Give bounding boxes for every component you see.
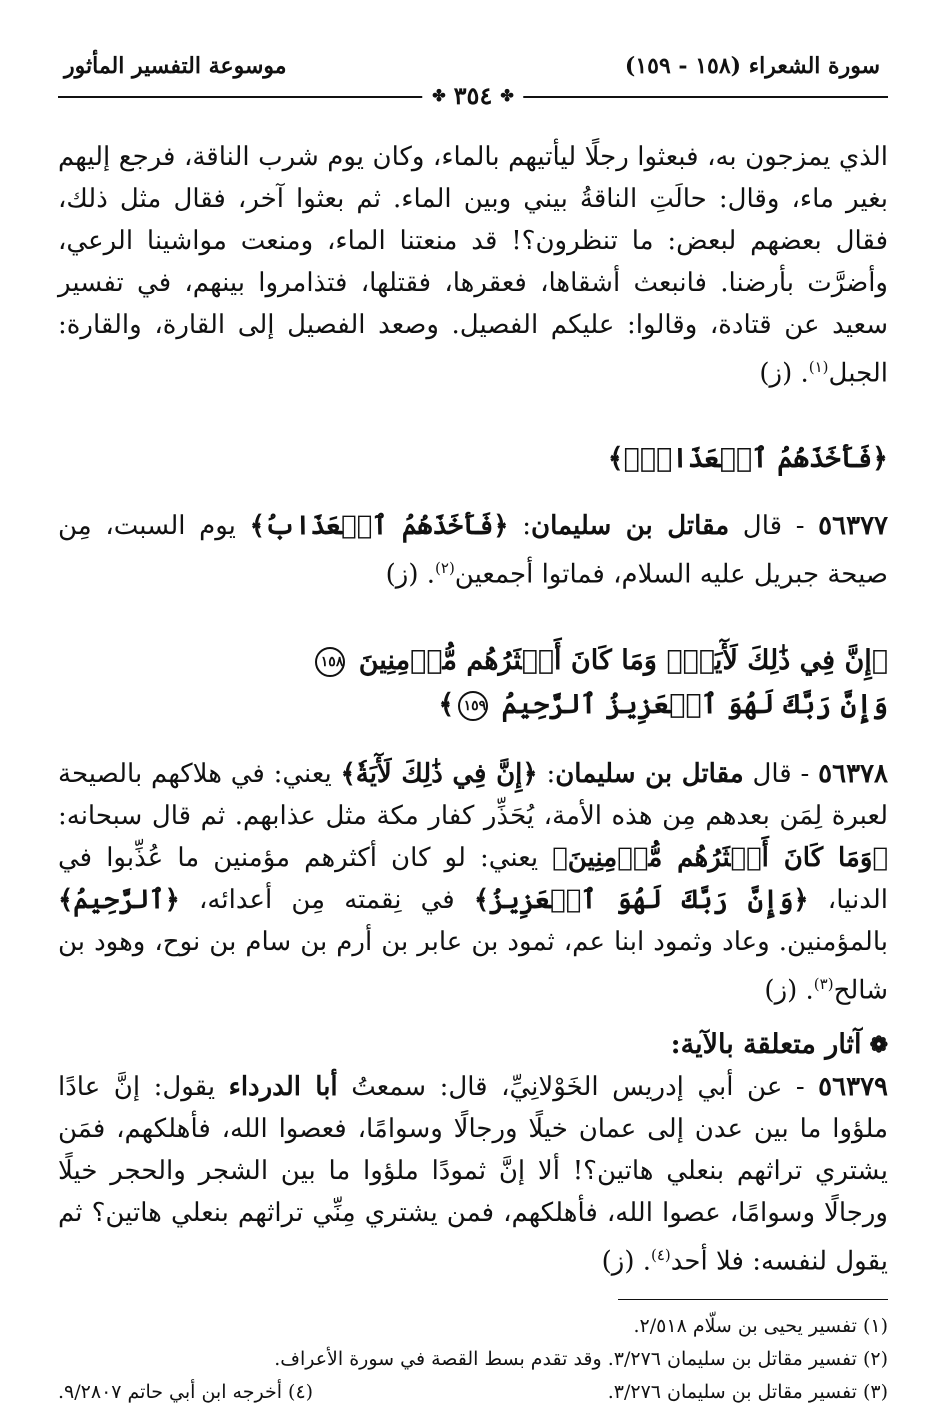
page-body [58, 136, 888, 1409]
entry-text: يقول: إنَّ عادًا ملؤوا ما بين عدن إلى عمان خيلًا ورجالًا وسوامًا، فعصوا الله، فأهلكهم، فمَن يشتري تراثهم بنعلي هاتين؟! ألا إنَّ ثمودًا ملؤوا ما بين الشجر والحجر خيلًا ورجالًا وسوامًا، عصوا الله، فأهلكهم، فمن يشتري مِنِّي تراثهم بنعلي هاتين؟ ثم يقول لنفسه: فلا أحد [58, 1071, 888, 1277]
quran-quote: ﴿إِنَّ فِي ذَٰلِكَ لَأٓيَةٗ﴾ [340, 759, 538, 790]
verse-close: ﴾ [438, 689, 455, 721]
section-heading [58, 1024, 888, 1066]
entry-text: يعني: في هلاكهم بالصيحة لعبرة لِمَن بعدهم مِن هذه الأمة، يُحَذِّر كفار مكة مثل عذابهم. ثم قال سبحانه: [58, 759, 888, 832]
verse-text: وَإِنَّ رَبَّكَ لَهُوَ ٱلۡعَزِيزُ ٱلرَّحِيمُ [501, 689, 888, 721]
entry-number: ٥٦٣٧٧ [818, 510, 888, 541]
entry-dash: - [782, 510, 819, 541]
footnote-1: (١) تفسير يحيى بن سلّام ٢/٥١٨. [633, 1314, 888, 1337]
page-number-box [422, 83, 523, 109]
author-name: مقاتل بن سليمان [530, 510, 730, 541]
footnote-4: (٤) أخرجه ابن أبي حاتم ٩/٢٨٠٧. [58, 1380, 314, 1403]
entry-63377 [58, 505, 888, 596]
entry-end: . (ز) [764, 975, 814, 1006]
ayah-number-badge: ١٥٨ [315, 647, 345, 677]
section-title: آثار متعلقة بالآية: [670, 1028, 862, 1060]
quran-quote: ﴿فَأَخَذَهُمُ ٱلۡعَذَابُ﴾ [249, 510, 509, 541]
page-number: ٣٥٤ [453, 81, 493, 110]
verse-text: ﴿إِنَّ فِي ذَٰلِكَ لَأٓيَةٗۖ وَمَا كَانَ أَكۡثَرُهُم مُّؤۡمِنِينَ [358, 645, 888, 677]
book-running-title: موسوعة التفسير المأثور [64, 53, 287, 79]
quran-quote: ﴿ٱلرَّحِيمُ﴾ [58, 885, 180, 916]
intro-end: . (ز) [759, 358, 809, 389]
entry-text: عن أبي إدريس الخَوْلانِيِّ، قال: سمعتُ [337, 1071, 783, 1102]
entry-number: ٥٦٣٧٨ [818, 759, 888, 790]
verse-heading: ﴿فَأَخَذَهُمُ ٱلۡعَذَابُۚ﴾ [607, 442, 888, 474]
footnote-3: (٣) تفسير مقاتل بن سليمان ٣/٢٧٦. [607, 1380, 888, 1403]
entry-number: ٥٦٣٧٩ [818, 1071, 888, 1102]
quran-quote: ﴿وَإِنَّ رَبَّكَ لَهُوَ ٱلۡعَزِيزُ﴾ [473, 885, 809, 916]
footnote-mark: (٤) [651, 1245, 671, 1264]
book-page [58, 52, 888, 1403]
flower-icon: ❁ [869, 1031, 888, 1058]
footnote-mark: (١) [808, 358, 829, 376]
entry-colon: : [508, 510, 531, 541]
entry-63378 [58, 753, 888, 1012]
entry-lead: قال [743, 759, 792, 790]
flourish-icon: ✤ [432, 86, 446, 105]
footnotes [58, 1310, 888, 1409]
footnote-2: (٢) تفسير مقاتل بن سليمان ٣/٢٧٦. وقد تقدم بسط القصة في سورة الأعراف. [274, 1347, 888, 1370]
entry-text: في نِقمته مِن أعدائه، [179, 885, 474, 916]
quran-quote: ﴿وَمَا كَانَ أَكۡثَرُهُم مُّؤۡمِنِينَ﴾ [552, 843, 888, 874]
surah-running-title: سورة الشعراء (١٥٨ - ١٥٩) [624, 53, 880, 79]
author-name: أبا الدرداء [228, 1071, 338, 1102]
footnote-mark: (٣) [813, 975, 834, 994]
entry-63379 [58, 1066, 888, 1283]
footnote-divider [618, 1299, 888, 1300]
entry-end: . (ز) [385, 559, 436, 590]
entry-text: يوم السبت، مِن صيحة جبريل عليه السلام، فماتوا أجمعين [58, 510, 888, 590]
intro-text: الذي يمزجون به، فبعثوا رجلًا ليأتيهم بالماء، وكان يوم شرب الناقة، فرجع إليهم بغير ماء، وقال: حالَتِ الناقةُ بيني وبين الماء. ثم بعثوا آخر، فقال مثل ذلك، فقال بعضهم لبعض: ما تنظرون؟! قد منعتنا الماء، ومنعت مواشينا الرعي، وأضرَّت بأرضنا. فانبعث أشقاها، فعقرها، فقتلها، فتذامروا بينهم، في تفسير سعيد عن قتادة، وقالوا: عليكم الفصيل. وصعد الفصيل إلى القارة، والقارة: الجبل [58, 142, 888, 389]
ayah-number-badge: ١٥٩ [458, 691, 488, 721]
flourish-icon: ✤ [500, 86, 514, 105]
page-header [58, 52, 888, 108]
entry-lead: قال [729, 510, 783, 541]
footnote-mark: (٢) [435, 558, 455, 577]
verse-line-2 [58, 683, 888, 727]
entry-end: . (ز) [601, 1246, 651, 1277]
entry-dash: - [782, 1071, 819, 1102]
verse-line-1 [58, 639, 888, 683]
entry-text: يعني: لو كان أكثرهم مؤمنين ما عُذِّبوا في الدنيا، [58, 843, 888, 916]
entry-dash: - [791, 759, 819, 790]
entry-text: بالمؤمنين. وعاد وثمود ابنا عم، ثمود بن عابر بن أرم بن سام بن نوح، وهود بن شالح [58, 927, 888, 1006]
entry-colon: : [537, 759, 556, 790]
author-name: مقاتل بن سليمان [555, 759, 744, 790]
intro-paragraph [58, 136, 888, 395]
